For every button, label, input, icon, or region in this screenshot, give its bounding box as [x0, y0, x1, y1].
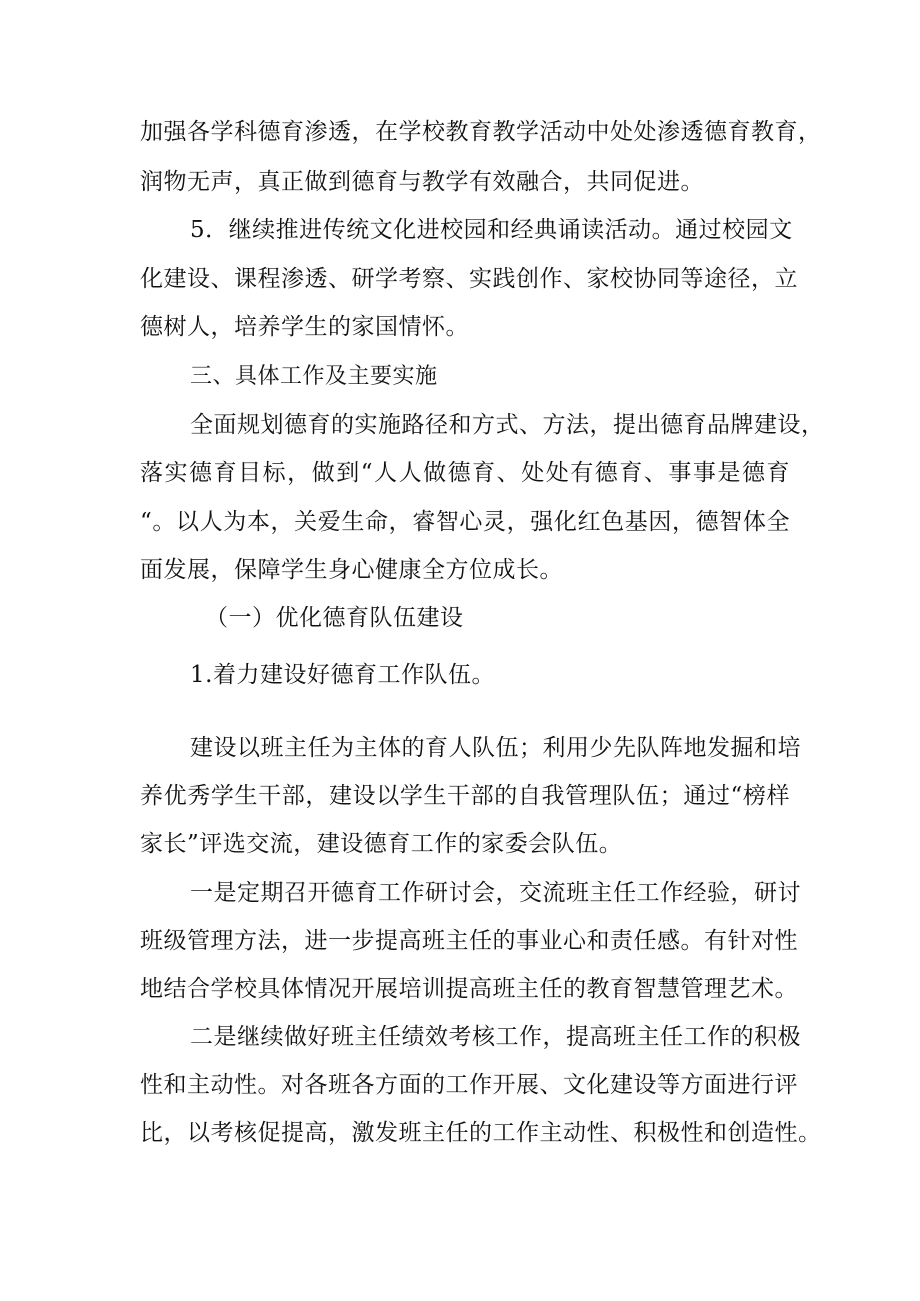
text-line-4: 化建设、课程渗透、研学考察、实践创作、家校协同等途径，立: [140, 266, 798, 292]
text-line-17: 班级管理方法，进一步提高班主任的事业心和责任感。有针对性: [140, 928, 798, 954]
text-line-10: 面发展，保障学生身心健康全方位成长。: [140, 557, 563, 583]
text-line-8: 落实德育目标，做到“人人做德育、处处有德育、事事是德育: [140, 460, 790, 486]
text-line-18: 地结合学校具体情况开展培训提高班主任的教育智慧管理艺术。: [140, 976, 798, 1002]
text-line-5: 德树人，培养学生的家国情怀。: [140, 314, 469, 340]
text-line-21: 比，以考核促提高，激发班主任的工作主动性、积极性和创造性。: [140, 1120, 822, 1146]
text-line-2: 润物无声，真正做到德育与教学有效融合，共同促进。: [140, 169, 704, 195]
text-line-3: 5．继续推进传统文化进校园和经典诵读活动。通过校园文: [190, 217, 793, 243]
text-line-19: 二是继续做好班主任绩效考核工作，提高班主任工作的积极: [190, 1024, 801, 1050]
text-line-15: 家长”评选交流，建设德育工作的家委会队伍。: [140, 831, 623, 857]
text-line-16: 一是定期召开德育工作研讨会，交流班主任工作经验，研讨: [190, 880, 801, 906]
text-line-14: 养优秀学生干部，建设以学生干部的自我管理队伍；通过“榜样: [140, 783, 790, 809]
text-line-7: 全面规划德育的实施路径和方式、方法，提出德育品牌建设，: [190, 412, 825, 438]
item-heading: 1.着力建设好德育工作队伍。: [190, 662, 495, 688]
section-heading: 三、具体工作及主要实施: [190, 364, 438, 389]
text-line-1: 加强各学科德育渗透，在学校教育教学活动中处处渗透德育教育，: [140, 119, 822, 145]
text-line-20: 性和主动性。对各班各方面的工作开展、文化建设等方面进行评: [140, 1072, 798, 1098]
text-line-9: “。以人为本，关爱生命，睿智心灵，强化红色基因，德智体全: [140, 509, 790, 535]
subsection-heading: （一）优化德育队伍建设: [205, 605, 464, 631]
text-line-13: 建设以班主任为主体的育人队伍；利用少先队阵地发掘和培: [190, 735, 801, 761]
